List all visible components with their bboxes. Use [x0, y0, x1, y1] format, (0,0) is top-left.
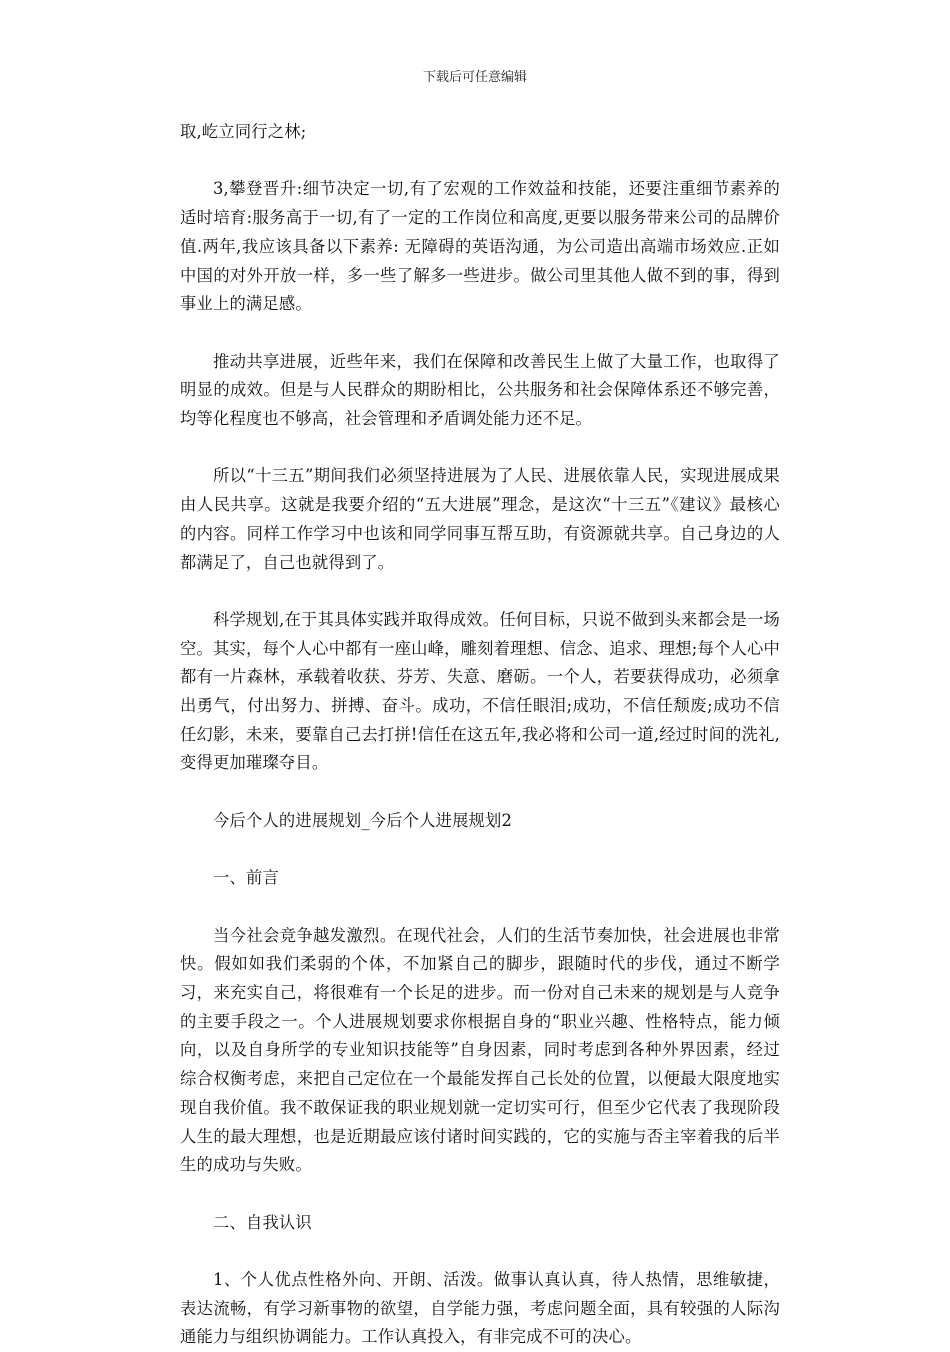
paragraph-5: 科学规划,在于其具体实践并取得成效。任何目标，只说不做到头来都会是一场空。其实，每个人心中都有一座山峰，雕刻着理想、信念、追求、理想;每个人心中都有一片森林，承载着收获、芬芳、失意、磨砺。一个人，若要获得成功，必须拿出勇气，付出努力、拼搏、奋斗。成功，不信任眼泪;成功，不信任颓废;成功不信任幻影，未来，要靠自己去打拼!信任在这五年,我必将和公司一道,经过时间的洗礼,变得更加璀璨夺目。: [180, 609, 780, 773]
paragraph-strengths: 1、个人优点性格外向、开朗、活泼。做事认真认真，待人热情，思维敏捷，表达流畅，有学习新事物的欲望，自学能力强，考虑问题全面，具有较强的人际沟通能力与组织协调能力。工作认真投入，有非完成不可的决心。: [180, 1269, 780, 1347]
paragraph-1: 取,屹立同行之林;: [180, 122, 307, 141]
paragraph-preface: 当今社会竞争越发激烈。在现代社会，人们的生活节奏加快，社会进展也非常快。假如如我们柔弱的个体，不加紧自己的脚步，跟随时代的步伐，通过不断学习，来充实自己，将很难有一个长足的进步。而一份对自己未来的规划是与人竞争的主要手段之一。个人进展规划要求你根据自身的“职业兴趣、性格特点，能力倾向，以及自身所学的专业知识技能等”自身因素，同时考虑到各种外界因素，经过综合权衡考虑，来把自己定位在一个最能发挥自己长处的位置，以便最大限度地实现自我价值。我不敢保证我的职业规划就一定切实可行，但至少它代表了我现阶段人生的最大理想，也是近期最应该付诸时间实践的，它的实施与否主宰着我的后半生的成功与失败。: [180, 925, 780, 1175]
paragraph-4: 所以“十三五”期间我们必须坚持进展为了人民、进展依靠人民，实现进展成果由人民共享。这就是我要介绍的“五大进展”理念，是这次“十三五”《建议》最核心的内容。同样工作学习中也该和同学同事互帮互助，有资源就共享。自己身边的人都满足了，自己也就得到了。: [180, 466, 780, 572]
page-header: 下载后可任意编辑: [422, 70, 527, 85]
document-body: [180, 118, 780, 1352]
paragraph-3: 推动共享进展，近些年来，我们在保障和改善民生上做了大量工作，也取得了明显的成效。但是与人民群众的期盼相比，公共服务和社会保障体系还不够完善，均等化程度也不够高，社会管理和矛盾调处能力还不足。: [180, 351, 780, 428]
section-title: 今后个人的进展规划_今后个人进展规划2: [213, 810, 513, 830]
heading-self-knowledge: 二、自我认识: [213, 1212, 312, 1232]
heading-preface: 一、前言: [213, 868, 279, 888]
paragraph-2: 3,攀登晋升:细节决定一切,有了宏观的工作效益和技能，还要注重细节素养的适时培育:服务高于一切,有了一定的工作岗位和高度,更要以服务带来公司的品牌价值.两年,我应该具备以下素养: 无障碍的英语沟通，为公司造出高端市场效应.正如中国的对外开放一样，多一些了解多一些进步。做公司里其他人做不到的事，得到事业上的满足感。: [180, 179, 780, 314]
